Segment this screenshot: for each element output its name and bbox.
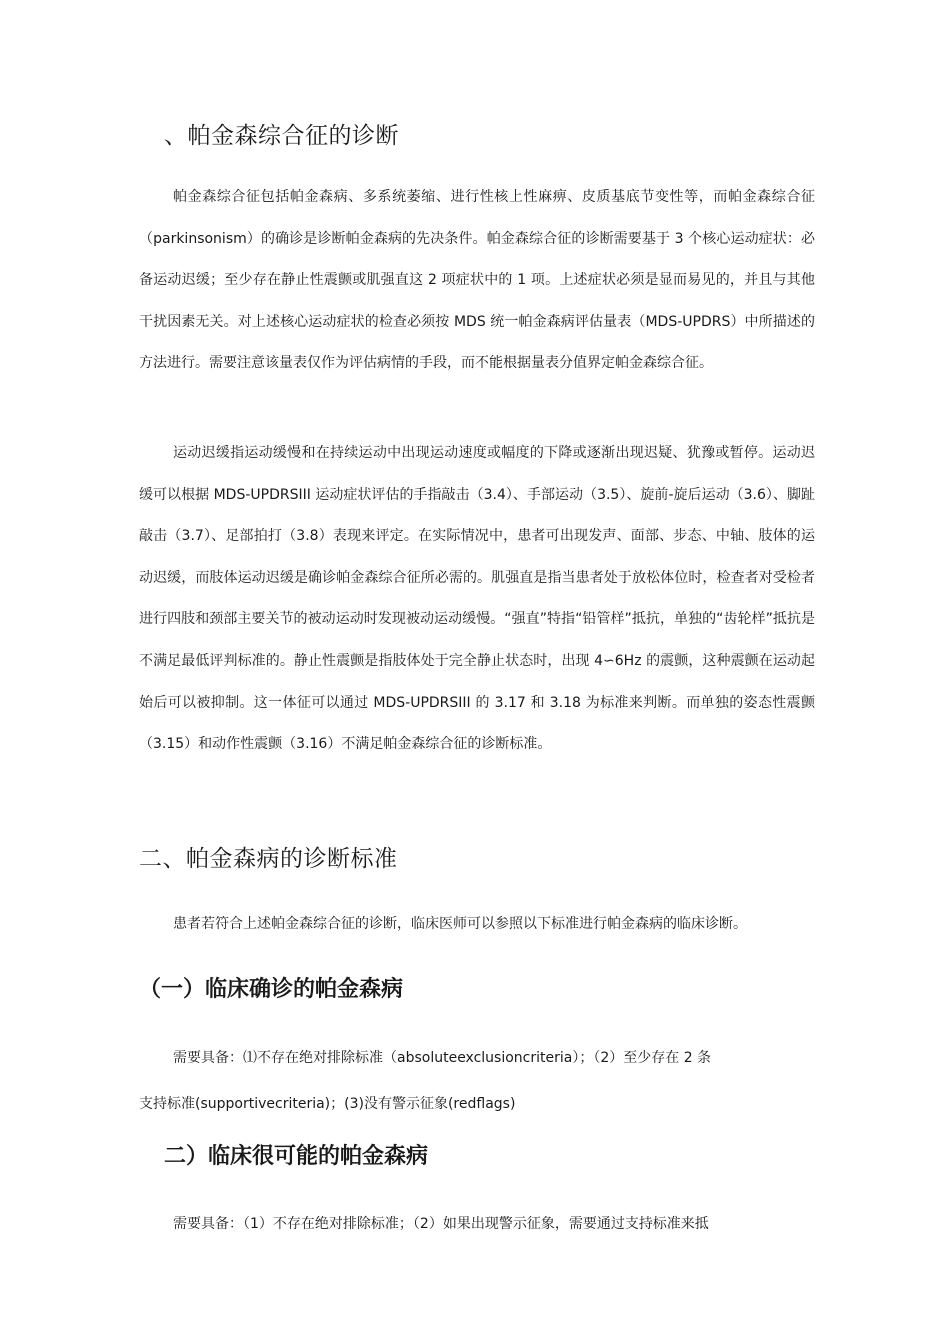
paragraph-parkinsonism-definition: 帕金森综合征包括帕金森病、多系统萎缩、进行性核上性麻痹、皮质基底节变性等，而帕金森综合征（parkinsonism）的确诊是诊断帕金森病的先决条件。帕金森综合征的诊断需要基于 3 个核心运动症状：必备运动迟缓；至少存在静止性震颤或肌强直这 2 项症状中的 1 项。上述症状必须是显而易见的，并且与其他干扰因素无关。对上述核心运动症状的检查必须按 MDS 统一帕金森病评估量表（MDS-UPDRS）中所描述的方法进行。需要注意该量表仅作为评估病情的手段，而不能根据量表分值界定帕金森综合征。 <box>139 189 815 372</box>
paragraph-core-symptoms-detail: 运动迟缓指运动缓慢和在持续运动中出现运动速度或幅度的下降或逐渐出现迟疑、犹豫或暂停。运动迟缓可以根据 MDS-UPDRSIII 运动症状评估的手指敲击（3.4）、手部运动（3.5）、旋前-旋后运动（3.6）、脚趾敲击（3.7）、足部拍打（3.8）表现来评定。在实际情况中，患者可出现发声、面部、步态、中轴、肢体的运动迟缓，而肢体运动迟缓是确诊帕金森综合征所必需的。肌强直是指当患者处于放松体位时，检查者对受检者进行四肢和颈部主要关节的被动运动时发现被动运动缓慢。“强直”特指“铅管样”抵抗，单独的“齿轮样”抵抗是不满足最低评判标准的。静止性震颤是指肢体处于完全静止状态时，出现 4∽6Hz 的震颤，这种震颤在运动起始后可以被抑制。这一体征可以通过 MDS-UPDRSIII 的 3.17 和 3.18 为标准来判断。而单独的姿态性震颤（3.15）和动作性震颤（3.16）不满足帕金森综合征的诊断标准。 <box>139 445 815 753</box>
established-pd-requirements-line1: 需要具备：⑴不存在绝对排除标准（absoluteexclusioncriteria）；（2）至少存在 2 条 <box>173 1050 712 1066</box>
subheading-clinically-established-pd: （一）临床确诊的帕金森病 <box>139 977 404 1002</box>
paragraph-criteria-intro: 患者若符合上述帕金森综合征的诊断，临床医师可以参照以下标准进行帕金森病的临床诊断。 <box>173 916 747 932</box>
subheading-clinically-probable-pd: 二）临床很可能的帕金森病 <box>164 1144 429 1169</box>
probable-pd-requirements-line1: 需要具备：（1）不存在绝对排除标准；（2）如果出现警示征象，需要通过支持标准来抵 <box>173 1216 709 1232</box>
established-pd-requirements-line2: 支持标准(supportivecriteria)；(3)没有警示征象(redflags) <box>139 1096 516 1112</box>
section-heading-parkinsonism-diagnosis: 、帕金森综合征的诊断 <box>164 123 399 149</box>
section-heading-pd-criteria: 二、帕金森病的诊断标准 <box>139 846 398 872</box>
